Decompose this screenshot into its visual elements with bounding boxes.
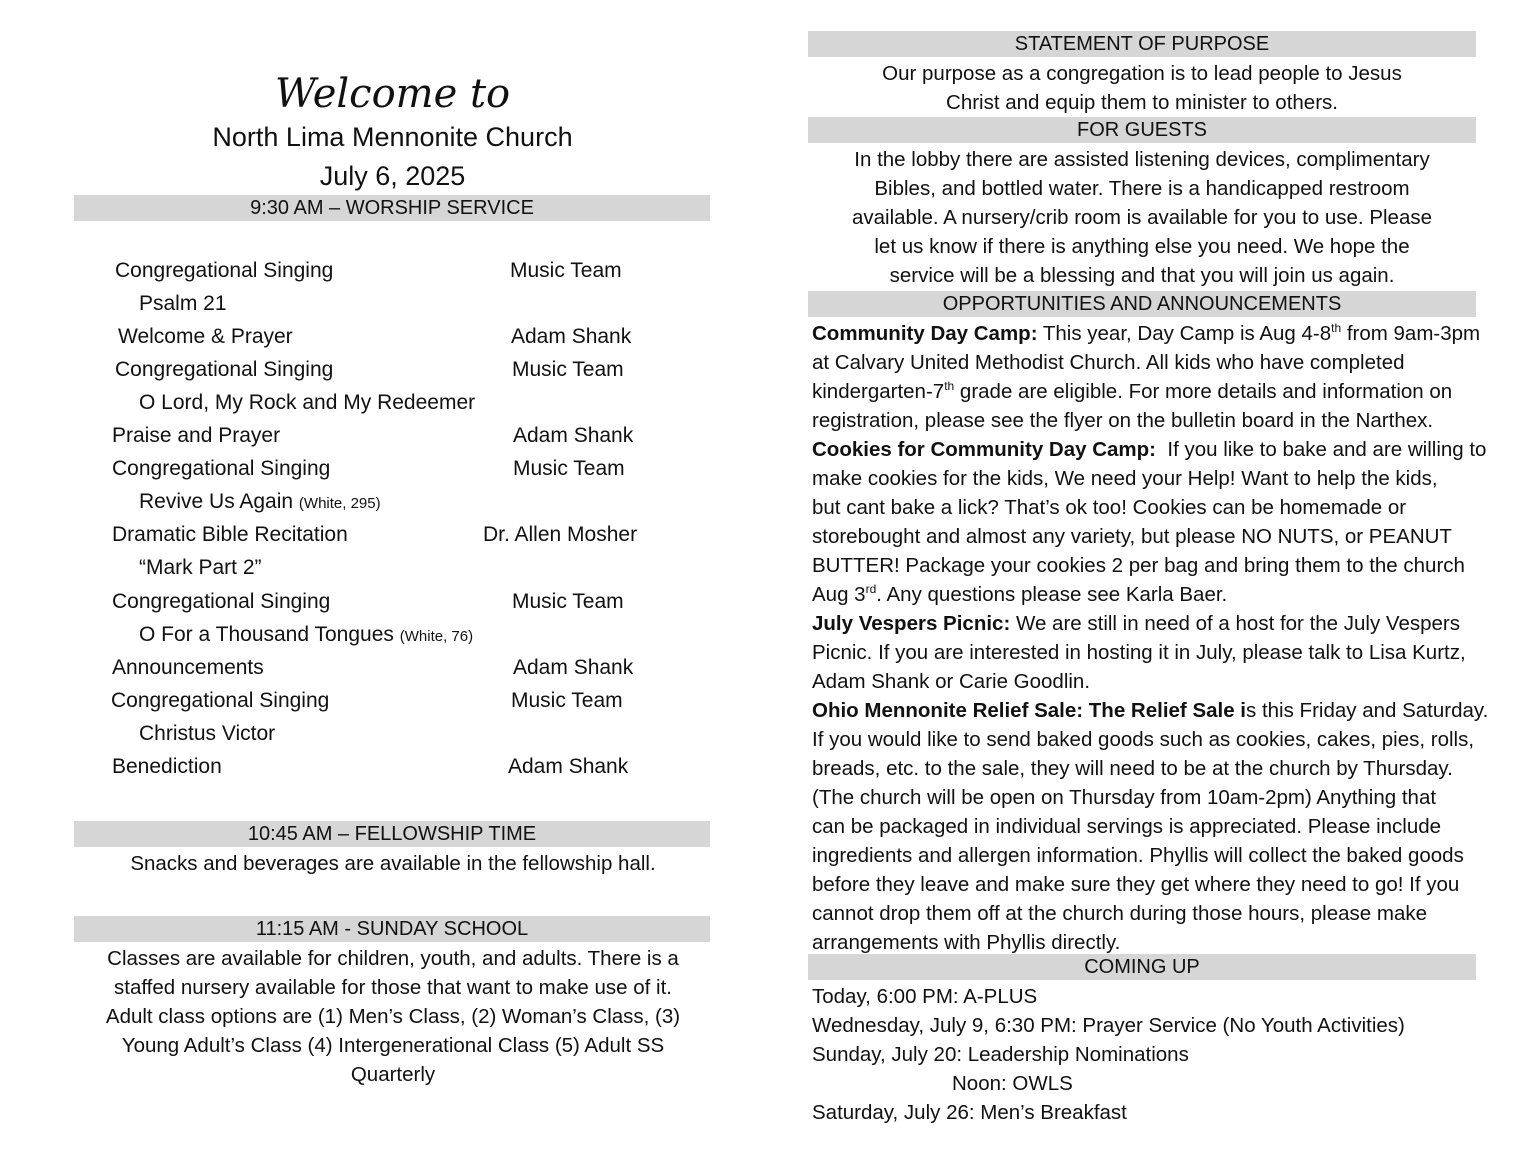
- coming-up-header: COMING UP: [808, 954, 1476, 980]
- fellowship-time-header: 10:45 AM – FELLOWSHIP TIME: [74, 821, 710, 847]
- hymnal-reference: (White, 76): [399, 628, 474, 645]
- announcement-title: Community Day Camp:: [812, 322, 1038, 345]
- worship-item-title: Christus Victor: [139, 722, 276, 745]
- text-line: at Calvary United Methodist Church. All kids who have completed: [812, 351, 1405, 374]
- worship-item-leader: Music Team: [511, 689, 623, 712]
- announcement-title: July Vespers Picnic:: [812, 612, 1011, 635]
- coming-up-item: Saturday, July 26: Men’s Breakfast: [812, 1101, 1127, 1124]
- text-line: Picnic. If you are interested in hosting it in July, please talk to Lisa Kurtz,: [812, 641, 1466, 664]
- ordinal-suffix: th: [1331, 321, 1342, 336]
- service-date: July 6, 2025: [319, 161, 466, 191]
- text-line: before they leave and make sure they get where they need to go! If you: [812, 873, 1460, 896]
- worship-item-title: Congregational Singing: [111, 689, 330, 712]
- text-span: If you like to bake and are willing to: [1156, 438, 1487, 461]
- worship-item-title: Benediction: [112, 755, 222, 778]
- ordinal-suffix: th: [944, 379, 955, 394]
- coming-up-item: Wednesday, July 9, 6:30 PM: Prayer Service (No Youth Activities): [812, 1014, 1405, 1037]
- worship-item-title: Dramatic Bible Recitation: [112, 523, 348, 546]
- text-span: . Any questions please see Karla Baer.: [876, 583, 1228, 606]
- sunday-school-text: [78, 944, 708, 1089]
- worship-item-leader: Adam Shank: [513, 656, 634, 679]
- text-line: Christ and equip them to minister to others.: [946, 91, 1338, 114]
- worship-item-title: Welcome & Prayer: [118, 325, 293, 348]
- coming-up-item: Today, 6:00 PM: A-PLUS: [812, 985, 1038, 1008]
- worship-item-leader: Music Team: [512, 590, 624, 613]
- text-line: service will be a blessing and that you will join us again.: [889, 264, 1395, 287]
- text-line: Classes are available for children, youth, and adults. There is a: [107, 947, 679, 970]
- coming-up-item: Sunday, July 20: Leadership Nominations: [812, 1043, 1189, 1066]
- worship-item-leader: Adam Shank: [513, 424, 634, 447]
- announcement-title: Ohio Mennonite Relief Sale: The Relief Sale i: [812, 699, 1247, 722]
- worship-item-title: Announcements: [112, 656, 264, 679]
- text-line: make cookies for the kids, We need your Help! Want to help the kids,: [812, 467, 1438, 490]
- text-span: Aug 3: [812, 583, 866, 606]
- text-line: storebought and almost any variety, but please NO NUTS, or PEANUT: [812, 525, 1452, 548]
- text-line: available. A nursery/crib room is available for you to use. Please: [852, 206, 1432, 229]
- announcements-body: [812, 319, 1512, 957]
- worship-item-title: [139, 621, 473, 651]
- text-line: BUTTER! Package your cookies 2 per bag and bring them to the church: [812, 554, 1465, 577]
- text-line: cannot drop them off at the church during those hours, please make: [812, 902, 1427, 925]
- worship-item-leader: Music Team: [512, 358, 624, 381]
- hymn-title: O For a Thousand Tongues: [139, 623, 394, 646]
- text-span: from 9am-3pm: [1341, 322, 1481, 345]
- worship-item-leader: Music Team: [510, 259, 622, 282]
- text-line: Quarterly: [350, 1063, 436, 1086]
- worship-item-leader: Dr. Allen Mosher: [483, 523, 638, 546]
- day-camp-announcement: [812, 319, 1512, 435]
- worship-item-title: Congregational Singing: [112, 590, 331, 613]
- announcement-title: Cookies for Community Day Camp:: [812, 438, 1156, 461]
- sunday-school-header: 11:15 AM - SUNDAY SCHOOL: [74, 916, 710, 942]
- hymnal-reference: (White, 295): [298, 495, 381, 512]
- church-name: North Lima Mennonite Church: [212, 122, 573, 152]
- text-span: grade are eligible. For more details and information on: [954, 380, 1453, 403]
- text-line: but cant bake a lick? That’s ok too! Cookies can be homemade or: [812, 496, 1407, 519]
- text-line: staffed nursery available for those that want to make use of it.: [114, 976, 672, 999]
- text-line: arrangements with Phyllis directly.: [812, 931, 1121, 954]
- text-line: let us know if there is anything else you need. We hope the: [874, 235, 1410, 258]
- ordinal-suffix: rd: [865, 582, 877, 597]
- text-line: (The church will be open on Thursday from 10am-2pm) Anything that: [812, 786, 1437, 809]
- statement-of-purpose-header: STATEMENT OF PURPOSE: [808, 31, 1476, 57]
- worship-item-title: Congregational Singing: [115, 358, 334, 381]
- vespers-announcement: [812, 609, 1512, 696]
- text-line: Young Adult’s Class (4) Intergenerational Class (5) Adult SS: [121, 1034, 665, 1057]
- fellowship-text: Snacks and beverages are available in the fellowship hall.: [130, 852, 656, 875]
- text-line: ingredients and allergen information. Phyllis will collect the baked goods: [812, 844, 1464, 867]
- welcome-heading: Welcome to: [274, 71, 511, 117]
- guests-text: [808, 145, 1476, 290]
- text-line: Our purpose as a congregation is to lead people to Jesus: [882, 62, 1402, 85]
- text-line: If you would like to send baked goods such as cookies, cakes, pies, rolls,: [812, 728, 1475, 751]
- text-span: kindergarten-7: [812, 380, 945, 403]
- hymn-title: Revive Us Again: [139, 490, 294, 513]
- worship-item-title: Congregational Singing: [112, 457, 331, 480]
- relief-sale-announcement: [812, 696, 1512, 957]
- worship-service-header: 9:30 AM – WORSHIP SERVICE: [74, 195, 710, 221]
- text-line: registration, please see the flyer on the bulletin board in the Narthex.: [812, 409, 1434, 432]
- announcements-header: OPPORTUNITIES AND ANNOUNCEMENTS: [808, 291, 1476, 317]
- text-line: In the lobby there are assisted listening devices, complimentary: [854, 148, 1430, 171]
- worship-item-title: [139, 488, 381, 518]
- worship-item-title: O Lord, My Rock and My Redeemer: [139, 391, 476, 414]
- coming-up-item: Noon: OWLS: [952, 1072, 1073, 1095]
- text-line: can be packaged in individual servings is appreciated. Please include: [812, 815, 1442, 838]
- worship-item-leader: Adam Shank: [508, 755, 629, 778]
- worship-item-title: Psalm 21: [139, 292, 227, 315]
- worship-item-leader: Music Team: [513, 457, 625, 480]
- text-line: breads, etc. to the sale, they will need to be at the church by Thursday.: [812, 757, 1453, 780]
- text-span: We are still in need of a host for the July Vespers: [1010, 612, 1460, 635]
- text-line: Adam Shank or Carie Goodlin.: [812, 670, 1091, 693]
- worship-item-leader: Adam Shank: [511, 325, 632, 348]
- text-span: This year, Day Camp is Aug 4-8: [1037, 322, 1332, 345]
- cookies-announcement: [812, 435, 1512, 609]
- for-guests-header: FOR GUESTS: [808, 117, 1476, 143]
- worship-item-title: Praise and Prayer: [112, 424, 281, 447]
- worship-item-title: Congregational Singing: [115, 259, 334, 282]
- worship-item-title: “Mark Part 2”: [139, 556, 262, 579]
- text-line: Adult class options are (1) Men’s Class, (2) Woman’s Class, (3): [105, 1005, 681, 1028]
- text-line: Bibles, and bottled water. There is a handicapped restroom: [874, 177, 1410, 200]
- text-span: s this Friday and Saturday.: [1246, 699, 1489, 722]
- purpose-text: [808, 59, 1476, 117]
